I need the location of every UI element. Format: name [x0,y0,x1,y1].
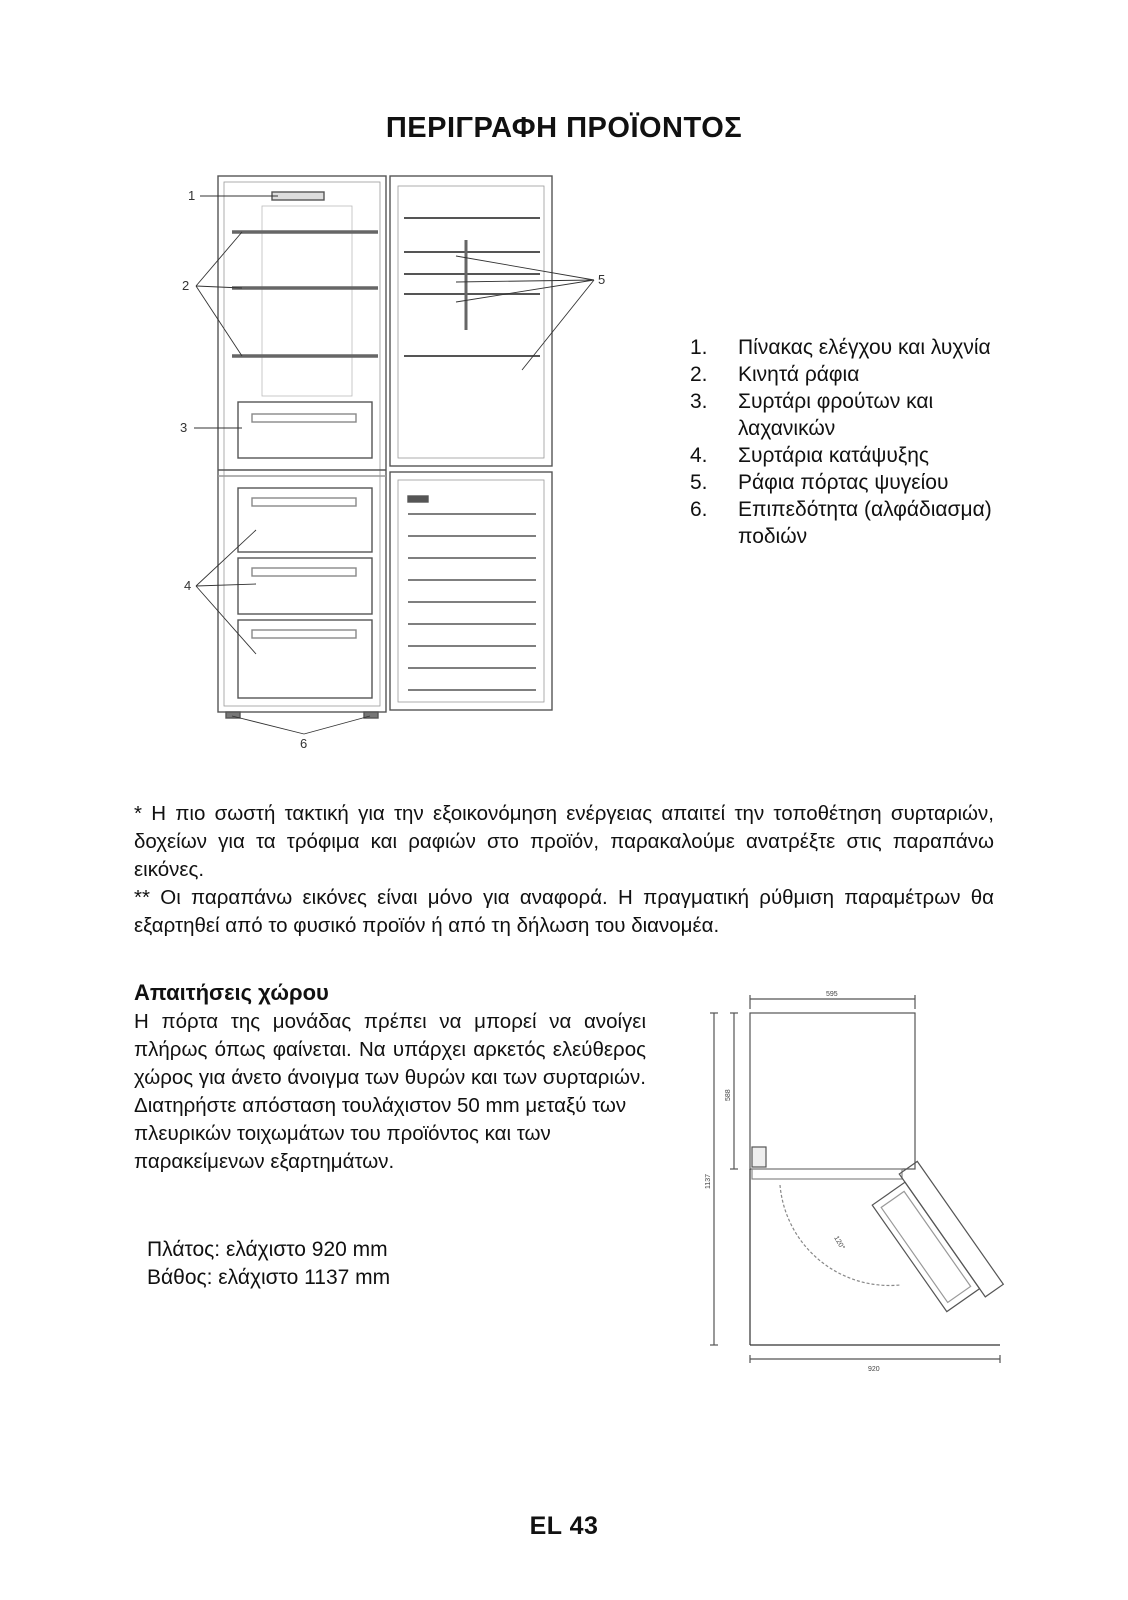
dim-unit-width: 595 [826,991,838,998]
list-item: 4. Συρτάρια κατάψυξης [690,444,930,467]
list-item: 1. Πίνακας ελέγχου και λυχνία [690,336,991,359]
callout-5: 5 [598,272,606,287]
callout-1: 1 [188,188,196,203]
dim-total-width: 920 [868,1366,880,1373]
space-requirements-heading: Απαιτήσεις χώρου [134,980,329,1005]
callout-6: 6 [300,736,308,751]
min-width: Πλάτος: ελάχιστο 920 mm [147,1238,388,1261]
parts-list [690,334,1030,550]
door-clearance-paragraph: Η πόρτα της μονάδας πρέπει να μπορεί να ανοίγει πλήρως όπως φαίνεται. Να υπάρχει αρκετός ελεύθερος χώρος για άνετο άνοιγμα των θυρών και των συρταριών. [134,1010,646,1089]
door-clearance-diagram [700,985,1020,1375]
list-item: 2. Κινητά ράφια [690,363,860,386]
note-energy: * Η πιο σωστή τακτική για την εξοικονόμηση ενέργειας απαιτεί την τοποθέτηση συρταριών, δοχείων για τα τρόφιμα και ραφιών στο προϊόν, παρακαλούμε ανατρέξτε στις παραπάνω εικόνες. [134,802,994,881]
min-depth: Βάθος: ελάχιστο 1137 mm [147,1266,391,1289]
callout-3: 3 [180,420,188,435]
door-angle: 120° [832,1235,846,1252]
space-requirements-text [134,1008,646,1176]
note-reference: ** Οι παραπάνω εικόνες είναι μόνο για αναφορά. Η πραγματική ρύθμιση παραμέτρων θα εξαρτηθεί από το φυσικό προϊόν ή από τη δήλωση του διανομέα. [134,886,994,937]
page-number: EL 43 [529,1512,599,1540]
callout-2: 2 [182,278,190,293]
list-item: 3. Συρτάρι φρούτων και λαχανικών [690,390,934,440]
dim-total-depth: 1137 [705,1173,712,1189]
fridge-parts-diagram [160,170,660,770]
list-item: 5. Ράφια πόρτας ψυγείου [690,471,949,494]
minimum-dimensions [147,1236,390,1292]
list-item: 6. Επιπεδότητα (αλφάδιασμα) ποδιών [690,498,992,548]
dim-unit-depth: 588 [725,1089,732,1101]
side-clearance-paragraph: Διατηρήστε απόσταση τουλάχιστον 50 mm μεταξύ των πλευρικών τοιχωμάτων του προϊόντος και των παρακείμενων εξαρτημάτων. [134,1094,627,1173]
callout-4: 4 [184,578,192,593]
page-title: ΠΕΡΙΓΡΑΦΗ ΠΡΟΪΟΝΤΟΣ [385,112,743,144]
notes-block [134,800,994,940]
